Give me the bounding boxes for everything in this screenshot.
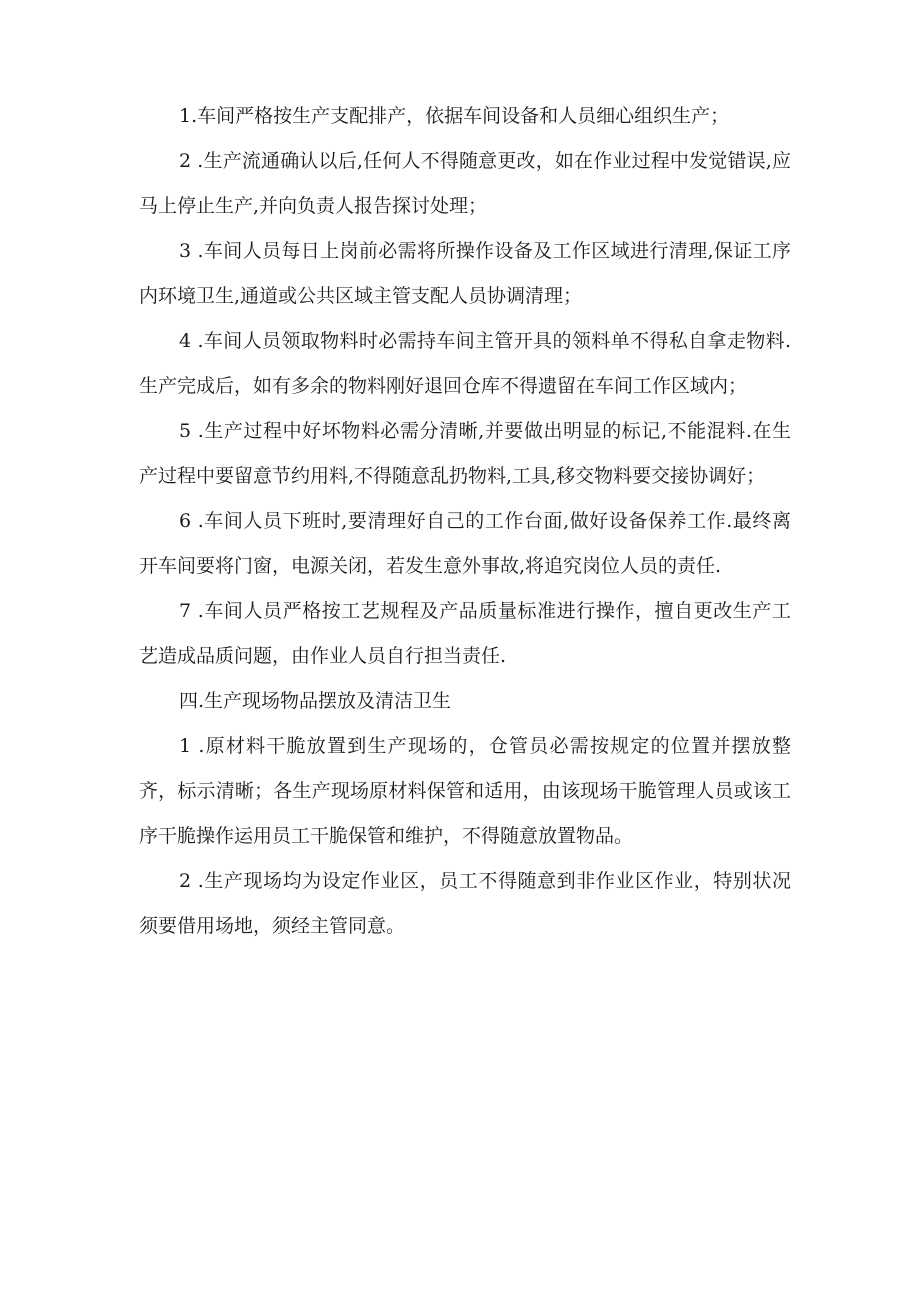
paragraph-6: 6 .车间人员下班时,要清理好自己的工作台面,做好设备保养工作.最终离开车间要将门窗，电源关闭，若发生意外事故,将追究岗位人员的责任. xyxy=(139,510,791,577)
paragraph-section4-1: 1 .原材料干脆放置到生产现场的，仓管员必需按规定的位置并摆放整齐，标示清晰；各生产现场原材料保管和适用，由该现场干脆管理人员或该工序干脆操作运用员工干脆保管和维护，不得随意放置物品。 xyxy=(139,735,791,847)
paragraph-1: 1.车间严格按生产支配排产，依据车间设备和人员细心组织生产； xyxy=(179,105,730,127)
paragraph-7: 7 .车间人员严格按工艺规程及产品质量标准进行操作，擅自更改生产工艺造成品质问题，由作业人员自行担当责任. xyxy=(139,600,791,667)
paragraph-5: 5 .生产过程中好坏物料必需分清晰,并要做出明显的标记,不能混料.在生产过程中要留意节约用料,不得随意乱扔物料,工具,移交物料要交接协调好； xyxy=(139,420,791,487)
document-body xyxy=(139,94,791,949)
section-heading-4: 四.生产现场物品摆放及清洁卫生 xyxy=(179,690,452,712)
paragraph-2: 2 .生产流通确认以后,任何人不得随意更改，如在作业过程中发觉错误,应马上停止生产,并向负责人报告探讨处理； xyxy=(139,150,791,217)
paragraph-3: 3 .车间人员每日上岗前必需将所操作设备及工作区域进行清理,保证工序内环境卫生,通道或公共区域主管支配人员协调清理； xyxy=(139,240,791,307)
paragraph-section4-2: 2 .生产现场均为设定作业区，员工不得随意到非作业区作业，特别状况须要借用场地，须经主管同意。 xyxy=(139,870,791,937)
paragraph-4: 4 .车间人员领取物料时必需持车间主管开具的领料单不得私自拿走物料.生产完成后，如有多余的物料刚好退回仓库不得遗留在车间工作区域内； xyxy=(139,330,791,397)
